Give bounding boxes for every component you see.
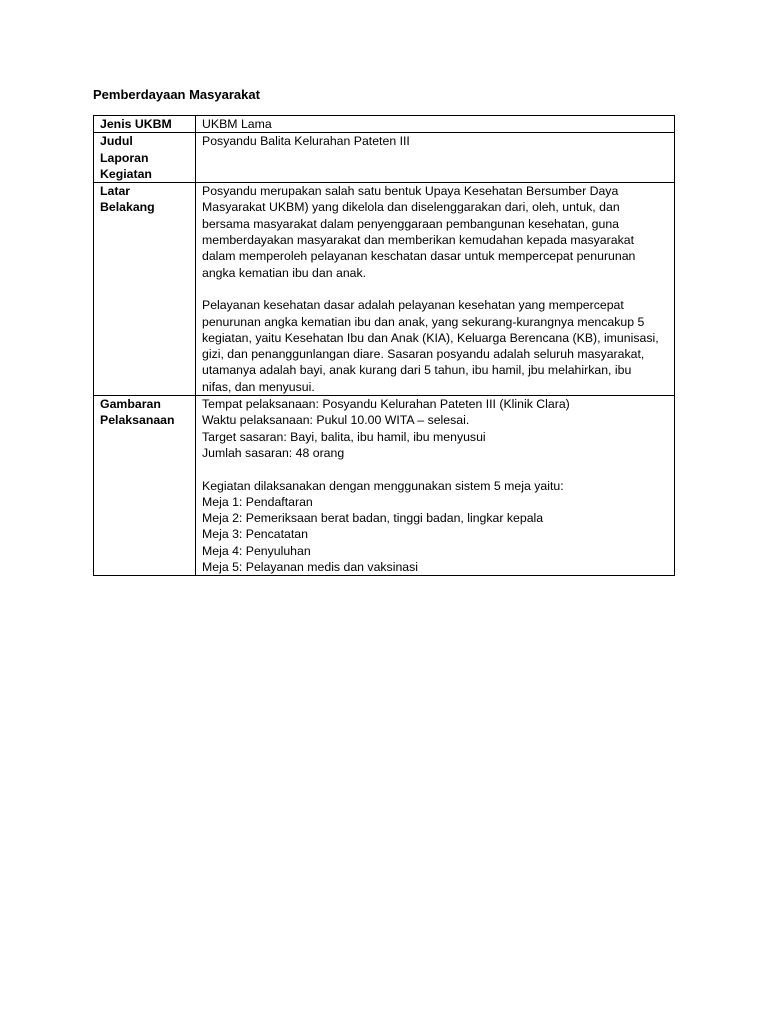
row-value-line: Meja 1: Pendaftaran [202,494,313,509]
row-value-line: dalam memperoleh pelayanan keschatan dasar untuk mempercepat penurunan [202,249,636,264]
row-value-line: utamanya adalah bayi, anak kurang dari 5 tahun, ibu hamil, jbu melahirkan, ibu [202,363,632,378]
row-value-line: Masyarakat UKBM) yang dikelola dan diselenggarakan dari, oleh, untuk, dan [202,200,620,215]
row-label-cell [94,183,196,396]
paragraph-gap [202,461,670,477]
row-value-line: Kegiatan dilaksanakan dengan menggunakan sistem 5 meja yaitu: [202,478,564,493]
row-value-line: angka kematian ibu dan anak. [202,265,367,280]
ukbm-report-table [93,115,675,576]
table-row [94,116,675,133]
row-value-line: penurunan angka kematian ibu dan anak, yang sekurang-kurangnya mencakup 5 [202,314,645,329]
row-label-line: Belakang [100,200,155,215]
row-label-line: Jenis UKBM [100,117,172,131]
row-label-line: Latar [100,184,131,199]
paragraph-gap [202,281,670,297]
row-label-cell [94,116,196,133]
row-value-line: nifas, dan menyusui. [202,379,315,394]
row-value-line: Pelayanan kesehatan dasar adalah pelayanan kesehatan yang mempercepat [202,298,624,313]
row-value-cell [196,133,675,183]
row-value-line: kegiatan, yaitu Kesehatan Ibu dan Anak (KIA), Keluarga Berencana (KB), imunisasi, [202,330,659,345]
row-value-line: Waktu pelaksanaan: Pukul 10.00 WITA – selesai. [202,413,470,428]
row-value-line: gizi, dan penanggunlangan diare. Sasaran posyandu adalah seluruh masyarakat, [202,347,645,362]
report-table-body [94,116,675,576]
row-value-line: Meja 4: Penyuluhan [202,543,311,558]
row-value-line: Meja 3: Pencatatan [202,527,308,542]
table-row [94,183,675,396]
page-title: Pemberdayaan Masyarakat [93,87,260,102]
row-value-line: memberdayakan masyarakat dan memberikan kemudahan kepada masyarakat [202,233,634,248]
row-label-line: Kegiatan [100,166,152,181]
row-value-line: Jumlah sasaran: 48 orang [202,445,345,460]
row-label-line: Gambaran [100,397,161,412]
row-value-cell [196,116,675,133]
row-label-line: Judul [100,134,133,149]
table-row [94,396,675,576]
row-value-cell [196,396,675,576]
row-value-line: Meja 2: Pemeriksaan berat badan, tinggi badan, lingkar kepala [202,511,544,526]
row-value-line: UKBM Lama [202,117,272,131]
row-value-cell [196,183,675,396]
row-value-line: Posyandu merupakan salah satu bentuk Upaya Kesehatan Bersumber Daya [202,184,619,199]
row-value-line: Meja 5: Pelayanan medis dan vaksinasi [202,560,419,575]
row-value-line: bersama masyarakat dalam penyenggaraan pembangunan kesehatan, guna [202,216,620,231]
row-label-line: Laporan [100,150,149,165]
table-row [94,133,675,183]
row-label-line: Pelaksanaan [100,413,175,428]
row-label-cell [94,133,196,183]
row-value-line: Target sasaran: Bayi, balita, ibu hamil, ibu menyusui [202,429,486,444]
row-label-cell [94,396,196,576]
row-value-line: Tempat pelaksanaan: Posyandu Kelurahan Pateten III (Klinik Clara) [202,397,570,412]
row-value-line: Posyandu Balita Kelurahan Pateten III [202,134,410,149]
